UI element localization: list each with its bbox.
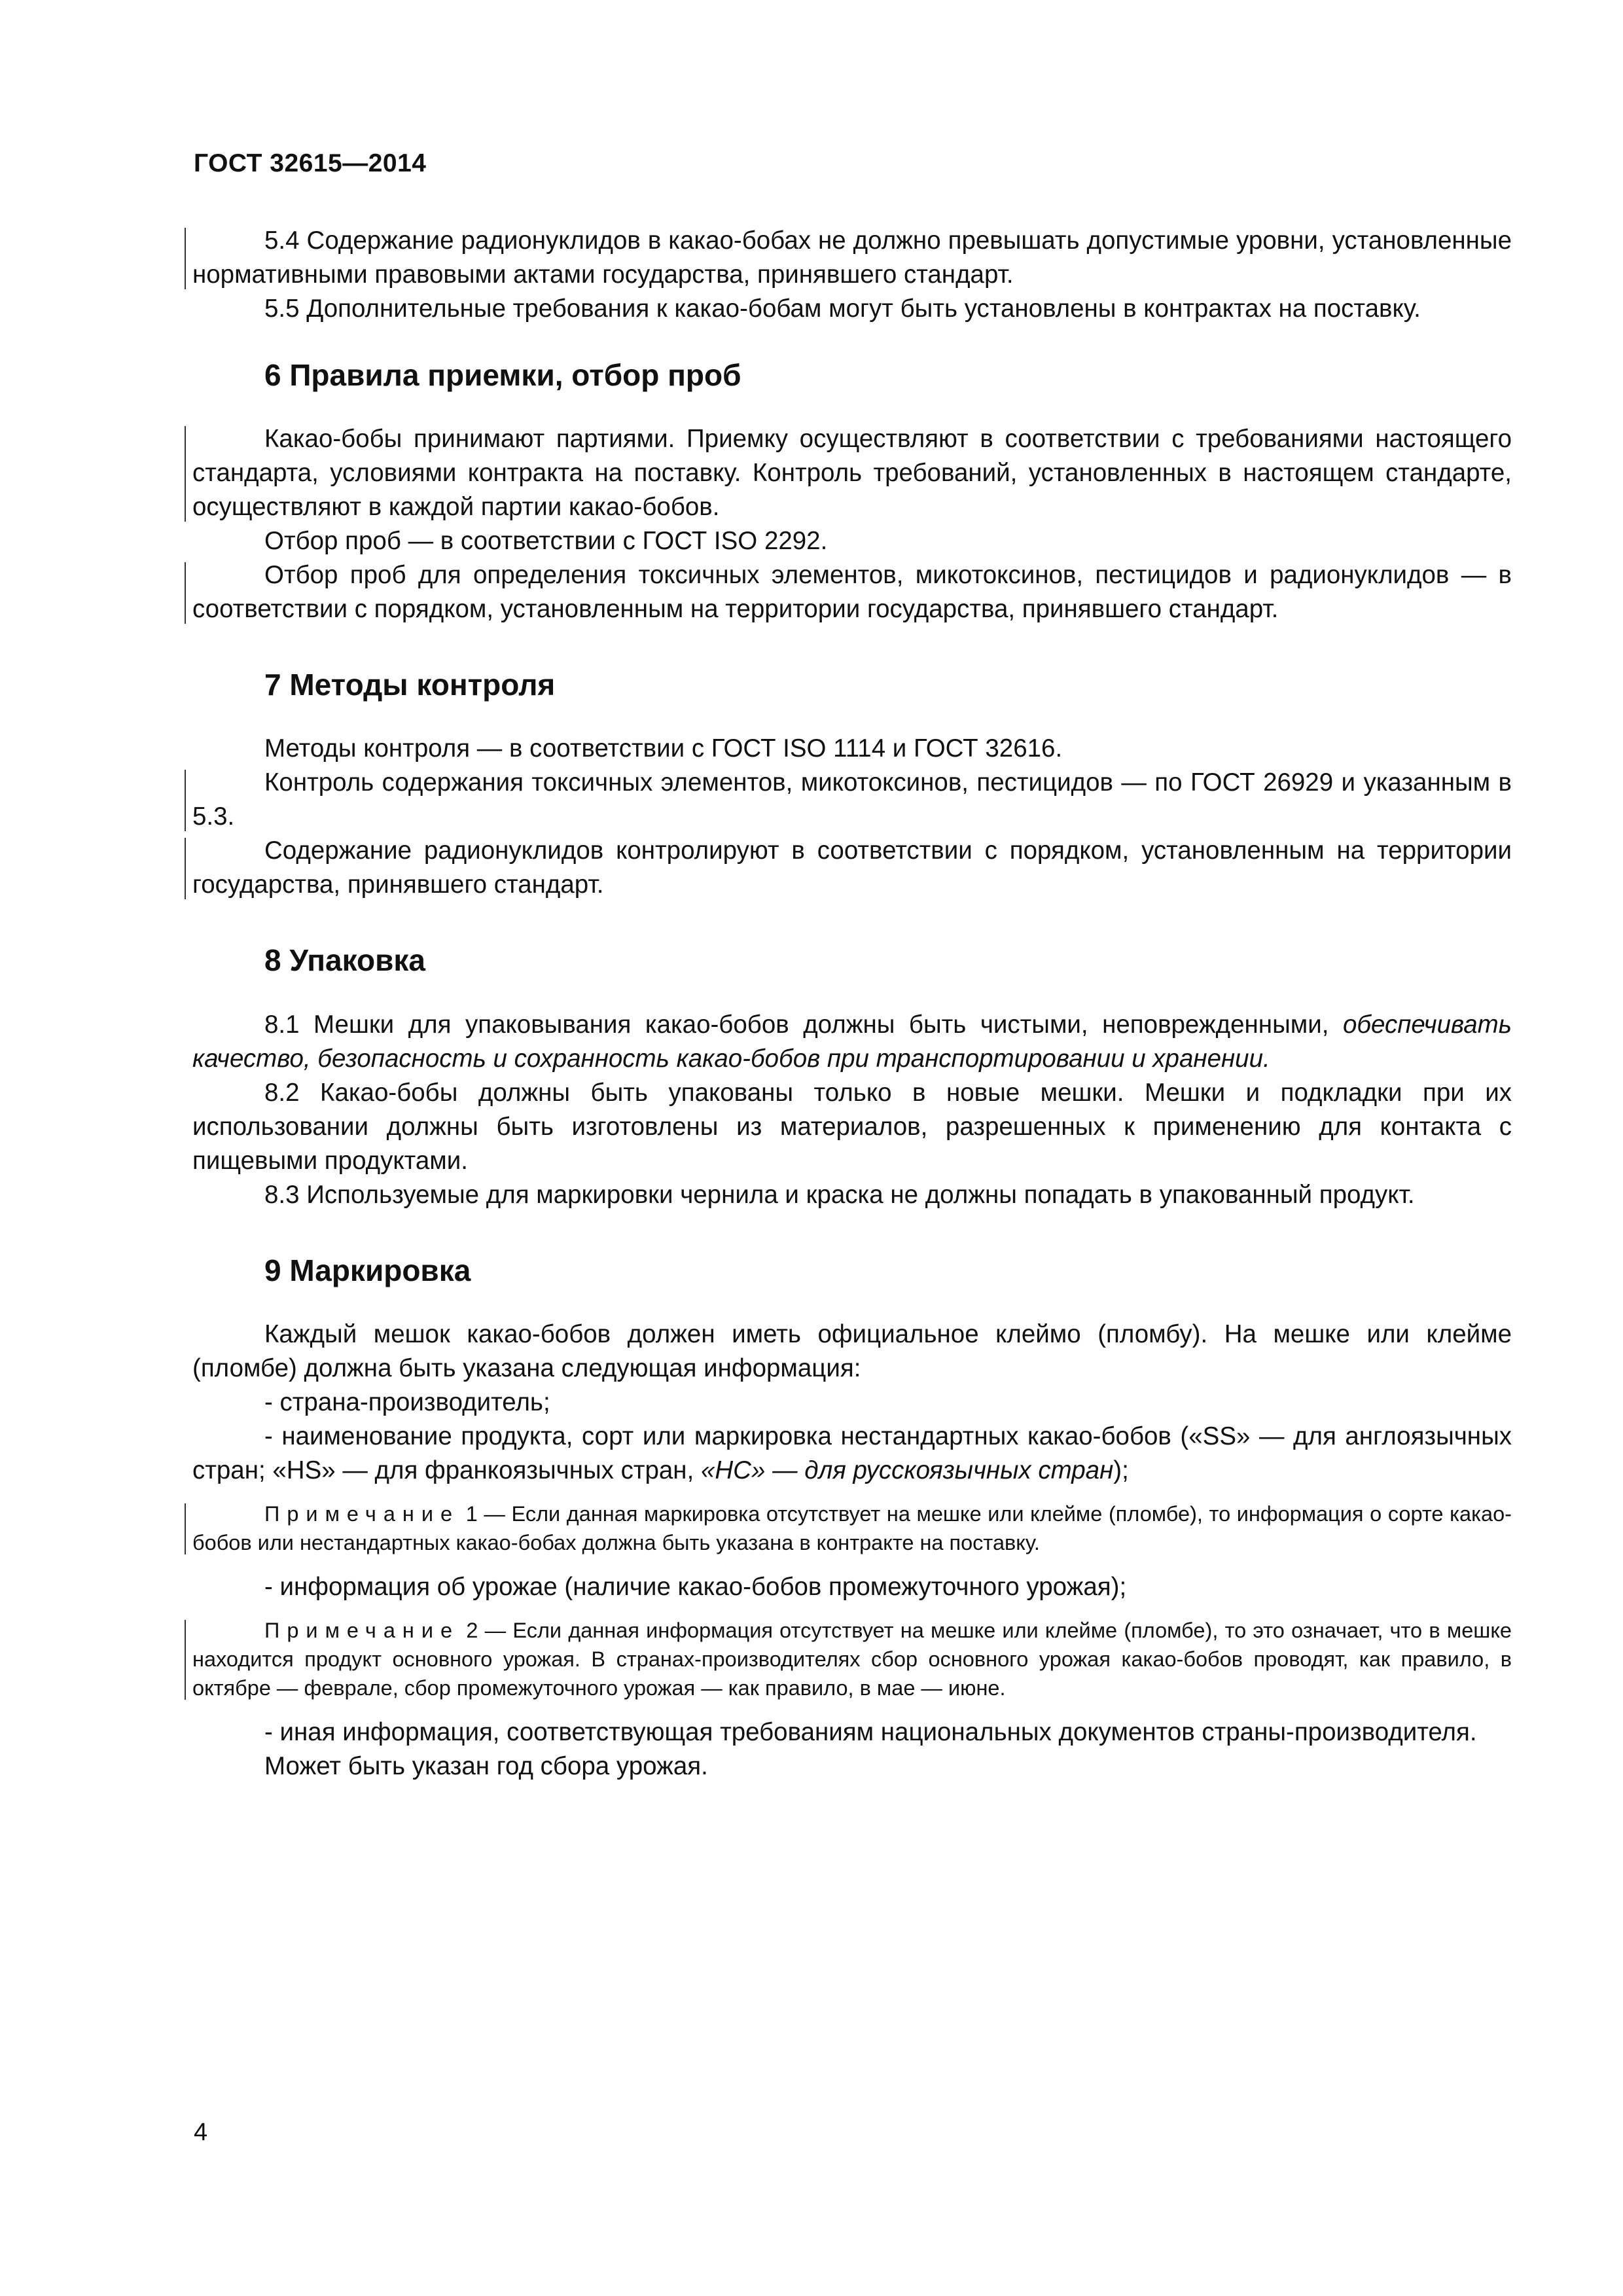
section-6-paragraph-3: Отбор проб для определения токсичных элементов, микотоксинов, пестицидов и радионуклидов — в соответствии с порядком, установленным на территории государства, принявшего стандарт. bbox=[192, 558, 1512, 626]
marking-item-product-name bbox=[192, 1420, 1512, 1488]
marking-item-country: - страна-производитель; bbox=[264, 1388, 550, 1416]
clause-5-5: 5.5 Дополнительные требования к какао-бобам могут быть установлены в контрактах на поставку. bbox=[264, 295, 1421, 323]
clause-8-1-text: 8.1 Мешки для упаковывания какао-бобов должны быть чистыми, неповрежденными, bbox=[264, 1010, 1343, 1039]
section-7-title: 7 Методы контроля bbox=[264, 668, 556, 702]
clause-8-1 bbox=[192, 1008, 1512, 1076]
section-7-paragraph-2: Контроль содержания токсичных элементов, микотоксинов, пестицидов — по ГОСТ 26929 и указанным в 5.3. bbox=[192, 766, 1512, 834]
note-2 bbox=[192, 1616, 1512, 1702]
document-header: ГОСТ 32615—2014 bbox=[194, 149, 427, 177]
clause-8-1-italic-text: обеспечивать качество, безопасность и сохранность какао-бобов при транспортировании и хранении. bbox=[192, 1010, 1512, 1073]
section-6-paragraph-2: Отбор проб — в соответствии с ГОСТ ISO 2292. bbox=[264, 527, 828, 556]
note-1-label: Примечание bbox=[264, 1501, 460, 1526]
section-6-title: 6 Правила приемки, отбор проб bbox=[264, 358, 741, 392]
section-9-title: 9 Маркировка bbox=[264, 1253, 471, 1287]
marking-item-product-name-italic: «НС» — для русскоязычных стран bbox=[700, 1456, 1114, 1484]
note-2-text: 2 — Если данная информация отсутствует на мешке или клейме (пломбе), то это означает, что в мешке находится продукт основного урожая. В странах-производителях сбор основного урожая какао-бобов проводят, как правило, в октябре — феврале, сбор промежуточного урожая — как правило, в мае — июне. bbox=[192, 1618, 1512, 1700]
note-2-label: Примечание bbox=[264, 1618, 460, 1642]
note-1 bbox=[192, 1499, 1512, 1557]
harvest-year-paragraph: Может быть указан год сбора урожая. bbox=[264, 1751, 708, 1780]
clause-5-4: 5.4 Содержание радионуклидов в какао-бобах не должно превышать допустимые уровни, установленные нормативными правовыми актами государства, принявшего стандарт. bbox=[192, 224, 1512, 292]
document-body bbox=[192, 224, 1512, 1784]
clause-8-3: 8.3 Используемые для маркировки чернила и краска не должны попадать в упакованный продукт. bbox=[264, 1180, 1415, 1209]
marking-item-product-name-text: - наименование продукта, сорт или маркировка нестандартных какао-бобов («SS» — для англоязычных стран; «HS» — для франкоязычных стран, bbox=[192, 1422, 1512, 1484]
note-1-text: 1 — Если данная маркировка отсутствует на мешке или клейме (пломбе), то информация о сорте какао-бобов или нестандартных какао-бобах должна быть указана в контракте на поставку. bbox=[192, 1501, 1512, 1554]
marking-item-other: - иная информация, соответствующая требованиям национальных документов страны-производителя. bbox=[264, 1717, 1477, 1746]
clause-8-2: 8.2 Какао-бобы должны быть упакованы только в новые мешки. Мешки и подкладки при их использовании должны быть изготовлены из материалов, разрешенных к применению для контакта с пищевыми продуктами. bbox=[192, 1078, 1512, 1175]
marking-item-harvest: - информация об урожае (наличие какао-бобов промежуточного урожая); bbox=[264, 1572, 1127, 1601]
section-7-paragraph-1: Методы контроля — в соответствии с ГОСТ ISO 1114 и ГОСТ 32616. bbox=[264, 734, 1063, 763]
section-6-paragraph-1: Какао-бобы принимают партиями. Приемку осуществляют в соответствии с требованиями настоящего стандарта, условиями контракта на поставку. Контроль требований, установленных в настоящем стандарте, осуществляют в каждой партии какао-бобов. bbox=[192, 422, 1512, 524]
page-number: 4 bbox=[194, 2119, 208, 2146]
section-9-paragraph-1: Каждый мешок какао-бобов должен иметь официальное клеймо (пломбу). На мешке или клейме (пломбе) должна быть указана следующая информация: bbox=[192, 1319, 1512, 1382]
section-7-paragraph-3: Содержание радионуклидов контролируют в соответствии с порядком, установленным на территории государства, принявшего стандарт. bbox=[192, 834, 1512, 902]
section-8-title: 8 Упаковка bbox=[264, 943, 425, 978]
marking-item-product-name-end: ); bbox=[1113, 1456, 1129, 1484]
